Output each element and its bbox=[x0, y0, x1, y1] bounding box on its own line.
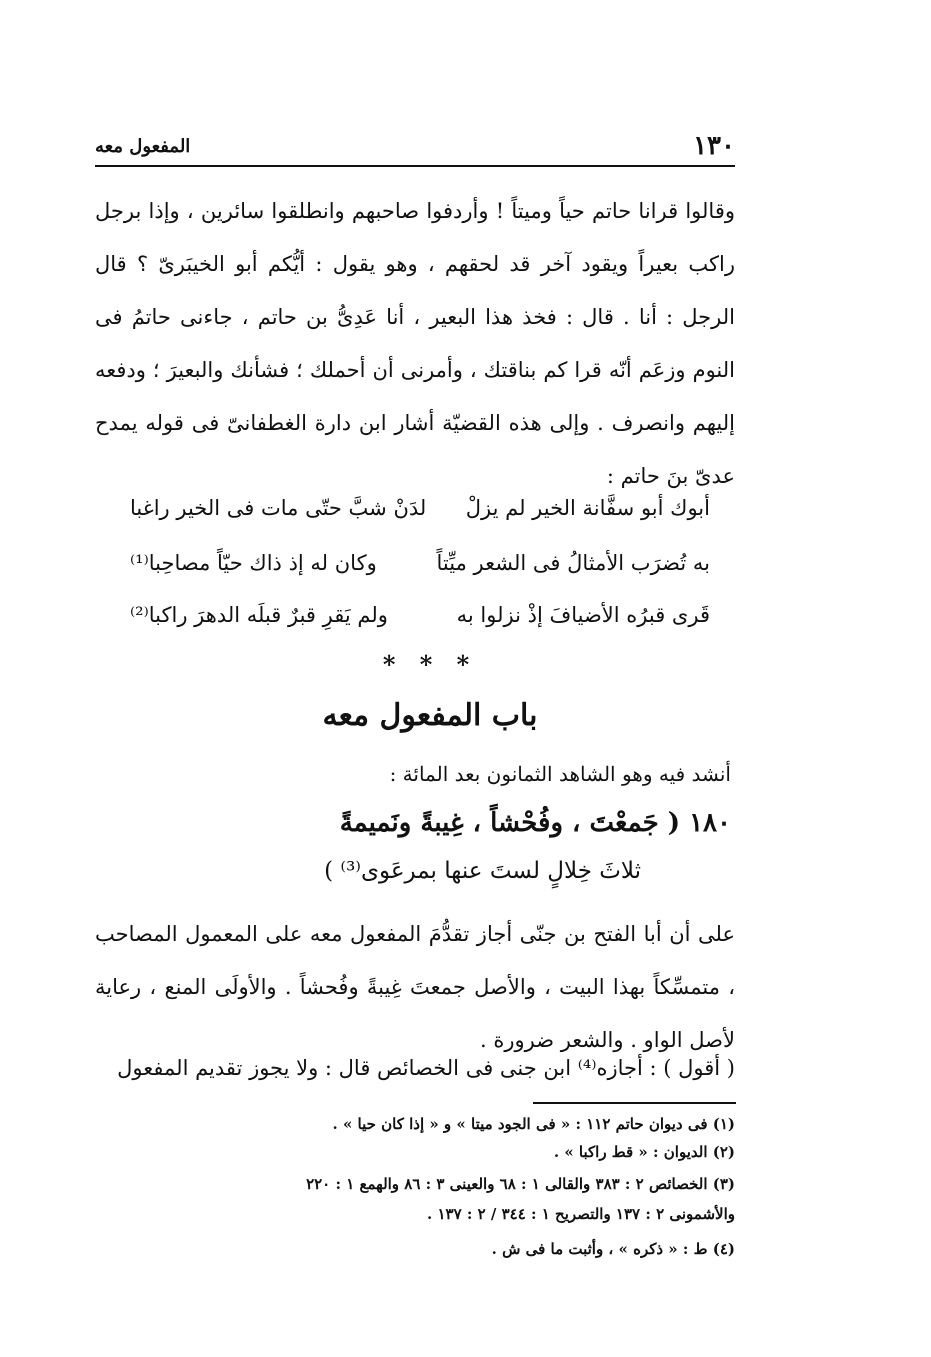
verse-line bbox=[130, 540, 710, 586]
page-number: ١٣٠ bbox=[693, 131, 735, 161]
section-separator: * * * bbox=[382, 650, 478, 679]
shahid-number: ١٨٠ bbox=[689, 808, 731, 838]
verse-line bbox=[130, 485, 710, 531]
verse-second-hemistich: ولم يَقرِ قبرٌ قبلَه الدهرَ راكبا⁽²⁾ bbox=[130, 603, 388, 627]
body-paragraph-1: وقالوا قرانا حاتم حياً وميتاً ! وأردفوا صاحبهم وانطلقوا سائرين ، وإذا برجل راكب بعيراً ويقود آخر قد لحقهم ، وهو يقول : أيُّكم أبو الخيبَرىّ ؟ قال الرجل : أنا . قال : فخذ هذا البعير ، أنا عَدِىُّ بن حاتم ، جاءنى حاتمُ فى النوم وزعَم أنّه قرا كم بناقتك ، وأمرنى أن أحملك ؛ فشأنك والبعيرَ ؛ ودفعه إليهم وانصرف . وإلى هذه القضيّة أشار ابن دارة الغطفانىّ فى قوله يمدح عدىّ بنَ حاتم : bbox=[95, 199, 735, 488]
shahid-first-hemistich: ( جَمعْتَ ، وفُحْشاً ، غِيبةً ونَميمةً bbox=[339, 808, 681, 838]
body-paragraph-3: ( أقول ) : أجازه⁽⁴⁾ ابن جنى فى الخصائص قال : ولا يجوز تقديم المفعول bbox=[117, 1056, 735, 1080]
footnote: (٤) ط : « ذكره » ، وأثبت ما فى ش . bbox=[491, 1240, 735, 1258]
shahid-verse-line-2: ثلاثَ خِلالٍ لستَ عنها بمرعَوى⁽³⁾ ) bbox=[324, 858, 641, 884]
footnote: (١) فى ديوان حاتم ١١٢ : « فى الجود ميتا » و « إذا كان حيا » . bbox=[332, 1115, 735, 1133]
verse-first-hemistich: به تُضرَب الأمثالُ فى الشعر ميِّتاً bbox=[436, 551, 710, 575]
shahid-intro: أنشد فيه وهو الشاهد الثمانون بعد المائة : bbox=[389, 762, 731, 786]
footnote-continuation: والأشمونى ٢ : ١٣٧ والتصريح ١ : ٣٤٤ / ٢ : ١٣٧ . bbox=[427, 1205, 735, 1223]
verse-second-hemistich: وكان له إذ ذاك حيّاً مصاحِبا⁽¹⁾ bbox=[130, 551, 377, 575]
footnote: (٢) الديوان : « قط راكبا » . bbox=[553, 1143, 735, 1161]
footnote: (٣) الخصائص ٢ : ٣٨٣ والقالى ١ : ٦٨ والعينى ٣ : ٨٦ والهمع ١ : ٢٢٠ bbox=[306, 1175, 735, 1193]
running-title: المفعول معه bbox=[95, 135, 191, 157]
shahid-verse-line-1 bbox=[340, 808, 731, 854]
footnote-divider bbox=[533, 1102, 736, 1104]
verse-first-hemistich: قَرى قبرُه الأضيافَ إذْ نزلوا به bbox=[456, 603, 710, 627]
verse-second-hemistich: لدَنْ شبَّ حتّى مات فى الخير راغبا bbox=[130, 496, 427, 520]
page-header bbox=[95, 128, 735, 164]
verse-first-hemistich: أبوك أبو سفَّانة الخير لم يزلْ bbox=[465, 496, 710, 520]
header-divider bbox=[95, 165, 735, 167]
chapter-title: باب المفعول معه bbox=[322, 698, 538, 733]
verse-line bbox=[130, 592, 710, 638]
body-paragraph-2: على أن أبا الفتح بن جنّى أجاز تقدُّمَ المفعول معه على المعمول المصاحب ، متمسِّكاً بهذا البيت ، والأصل جمعتَ غِيبةً وفُحشاً . والأولَى المنع ، رعاية لأصل الواو . والشعر ضرورة . bbox=[95, 922, 735, 1052]
